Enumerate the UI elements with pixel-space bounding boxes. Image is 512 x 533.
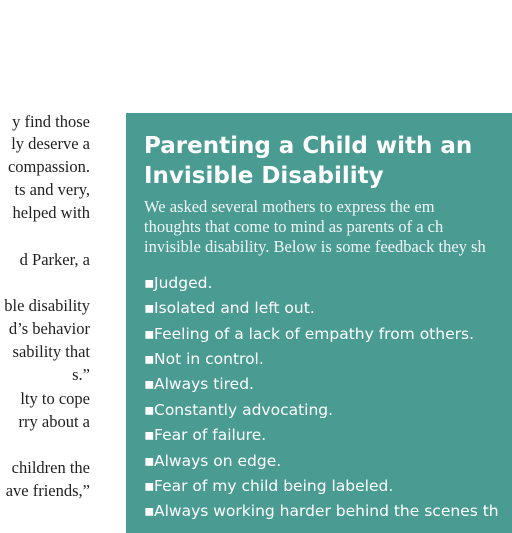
sidebar-title-line: Parenting a Child with an	[144, 133, 473, 159]
list-item-text: Not in control.	[154, 350, 264, 368]
list-item	[144, 324, 474, 344]
article-line: rry about a	[18, 412, 90, 431]
list-item-text: Constantly advocating.	[154, 401, 334, 419]
article-line: ble disability	[4, 296, 90, 315]
sidebar-title	[144, 131, 472, 191]
article-line: ly deserve a	[11, 134, 90, 153]
bullet-icon: ▪	[144, 299, 155, 317]
list-item	[144, 273, 212, 293]
list-item-text: Judged.	[154, 274, 213, 292]
list-item	[144, 400, 333, 420]
list-item	[144, 349, 264, 369]
article-line: d’s behavior	[8, 319, 90, 338]
article-line: ts and very,	[14, 180, 90, 199]
sidebar-intro	[144, 197, 512, 257]
article-line: ave friends,”	[5, 481, 90, 500]
intro-line: invisible disability. Below is some feedback they sh	[144, 237, 486, 256]
bullet-icon: ▪	[144, 274, 155, 292]
list-item-text: Always on edge.	[154, 452, 282, 470]
sidebar-box	[126, 113, 512, 533]
list-item	[144, 298, 315, 318]
bullet-icon: ▪	[144, 401, 155, 419]
bullet-icon: ▪	[144, 502, 155, 520]
list-item	[144, 476, 393, 496]
list-item-text: Isolated and left out.	[154, 299, 315, 317]
bullet-icon: ▪	[144, 350, 155, 368]
list-item-text: Always tired.	[154, 375, 254, 393]
article-line: d Parker, a	[19, 250, 90, 269]
article-line: y find those	[12, 112, 90, 131]
bullet-icon: ▪	[144, 375, 155, 393]
bullet-icon: ▪	[144, 477, 155, 495]
article-line: lty to cope	[20, 389, 90, 408]
list-item-text: Fear of failure.	[154, 426, 267, 444]
intro-line: thoughts that come to mind as parents of a ch	[144, 217, 444, 236]
bullet-icon: ▪	[144, 452, 155, 470]
article-line: sability that	[12, 342, 90, 361]
bullet-icon: ▪	[144, 325, 155, 343]
article-line: s.”	[72, 365, 90, 384]
list-item	[144, 451, 281, 471]
list-item-text: Fear of my child being labeled.	[154, 477, 394, 495]
list-item	[144, 374, 254, 394]
article-line: helped with	[12, 203, 90, 222]
list-item	[144, 425, 266, 445]
list-item-text: Feeling of a lack of empathy from others.	[154, 325, 474, 343]
intro-line: We asked several mothers to express the em	[144, 197, 435, 216]
bullet-icon: ▪	[144, 426, 155, 444]
sidebar-title-line: Invisible Disability	[144, 163, 384, 189]
list-item-text: Always working harder behind the scenes th	[154, 502, 499, 520]
article-line: compassion.	[7, 157, 90, 176]
article-line: children the	[11, 458, 90, 477]
list-item	[144, 501, 499, 521]
